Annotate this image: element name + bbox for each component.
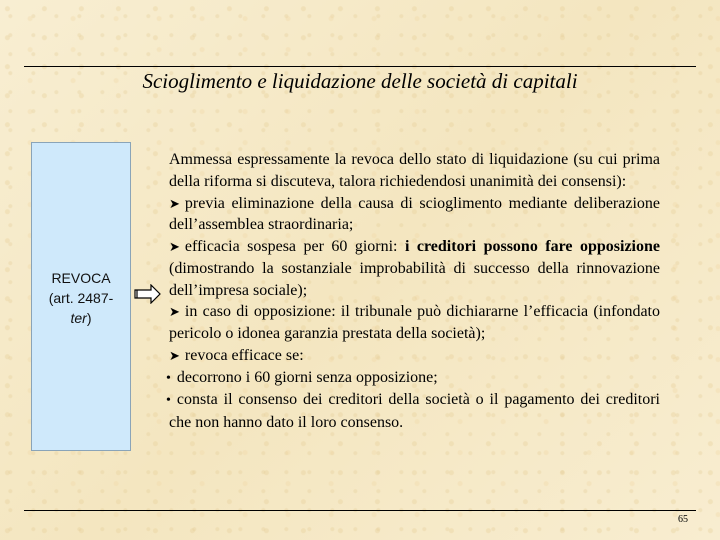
arrowhead-bullet-icon: ➤	[169, 347, 180, 363]
intro-text: Ammessa espressamente la revoca dello stato di liquidazione (su cui prima della riforma si discuteva, talora richiedendosi unanimità dei consensi):	[169, 151, 660, 190]
side-box-label	[31, 268, 131, 328]
list-item: ➤ previa eliminazione della causa di scioglimento mediante deliberazione dell’assemblea straordinaria;	[169, 194, 660, 234]
arrowhead-bullet-icon: ➤	[169, 304, 180, 320]
right-arrow-icon	[134, 284, 162, 304]
page-number: 65	[678, 514, 688, 525]
list-item: ➤ revoca efficace se:	[169, 346, 304, 364]
arrowhead-bullet-icon: ➤	[169, 239, 180, 254]
content-block	[166, 149, 661, 434]
revoca-label: REVOCA	[51, 270, 111, 286]
sub-list-item: • consta il consenso dei creditori della società o il pagamento dei creditori che non hanno dato il loro consenso.	[166, 391, 660, 431]
article-ref-prefix: (art. 2487-	[48, 290, 114, 306]
article-ref-suffix: )	[86, 310, 92, 326]
list-item: ➤ in caso di opposizione: il tribunale può dichiararne l’efficacia (infondato pericolo o idonea garanzia prestata della società);	[169, 303, 660, 342]
arrowhead-bullet-icon: ➤	[169, 195, 180, 211]
top-divider	[24, 66, 696, 67]
sub-list-item: • decorrono i 60 giorni senza opposizione;	[166, 368, 438, 386]
dot-bullet-icon: •	[166, 393, 171, 409]
dot-bullet-icon: •	[166, 370, 171, 386]
article-reference	[31, 288, 131, 328]
article-ref-italic: ter	[70, 310, 87, 326]
list-item: ➤ efficacia sospesa per 60 giorni: i creditori possono fare opposizione (dimostrando la sostanziale improbabilità di successo della rinnovazione dell’impresa sociale);	[169, 238, 661, 299]
slide-title: Scioglimento e liquidazione delle società di capitali	[142, 69, 578, 93]
bottom-divider	[24, 510, 696, 511]
